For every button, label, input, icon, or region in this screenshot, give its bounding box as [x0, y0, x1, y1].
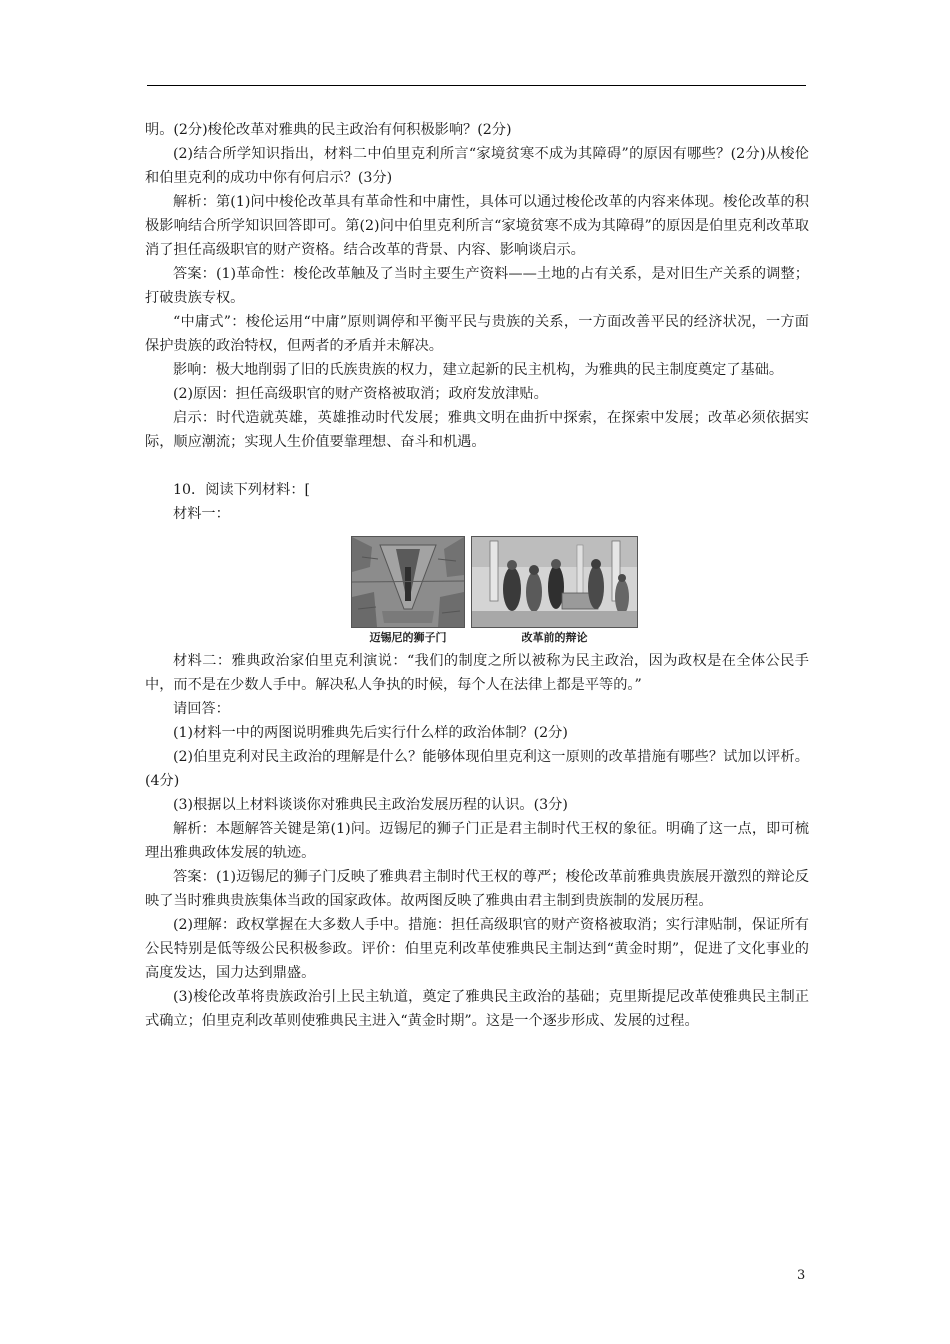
paragraph: “中庸式”：梭伦运用“中庸”原则调停和平衡平民与贵族的关系，一方面改善平民的经济状况，一方面保护贵族的政治特权，但两者的矛盾并未解决。 — [145, 314, 809, 354]
paragraph: 答案：(1)革命性：梭伦改革触及了当时主要生产资料——土地的占有关系，是对旧生产关系的调整；打破贵族专权。 — [145, 266, 809, 306]
figure-caption: 迈锡尼的狮子门 — [369, 631, 447, 644]
paragraph: (1)材料一中的两图说明雅典先后实行什么样的政治体制？(2分) — [173, 725, 568, 741]
paragraph: (2)伯里克利对民主政治的理解是什么？能够体现伯里克利这一原则的改革措施有哪些？试加以评析。(4分) — [145, 749, 809, 789]
figure-lion-gate — [351, 536, 465, 645]
page-number: 3 — [797, 1268, 806, 1283]
paragraph: (2)理解：政权掌握在大多数人手中。措施：担任高级职官的财产资格被取消；实行津贴制，保证所有公民特别是低等级公民积极参政。评价：伯里克利改革使雅典民主制达到“黄金时期”，促进了文化事业的高度发达，国力达到鼎盛。 — [145, 917, 809, 981]
paragraph: (3)根据以上材料谈谈你对雅典民主政治发展历程的认识。(3分) — [173, 797, 568, 813]
paragraph: 答案：(1)迈锡尼的狮子门反映了雅典君主制时代王权的尊严；梭伦改革前雅典贵族展开激烈的辩论反映了当时雅典贵族集体当政的国家政体。故两图反映了雅典由君主制到贵族制的发展历程。 — [145, 869, 809, 909]
paragraph: 材料二：雅典政治家伯里克利演说：“我们的制度之所以被称为民主政治，因为政权是在全体公民手中，而不是在少数人手中。解决私人争执的时候，每个人在法律上都是平等的。” — [145, 653, 809, 693]
page-body — [145, 118, 809, 1033]
paragraph: (2)结合所学知识指出，材料二中伯里克利所言“家境贫寒不成为其障碍”的原因有哪些？(2分)从梭伦和伯里克利的成功中你有何启示？(3分) — [145, 146, 809, 186]
figure-caption: 改革前的辩论 — [521, 631, 588, 644]
paragraph: (3)梭伦改革将贵族政治引上民主轨道，奠定了雅典民主政治的基础；克里斯提尼改革使雅典民主制正式确立；伯里克利改革则使雅典民主进入“黄金时期”。这是一个逐步形成、发展的过程。 — [145, 989, 809, 1029]
paragraph: 明。(2分)梭伦改革对雅典的民主政治有何积极影响？(2分) — [145, 122, 512, 138]
lion-gate-image — [351, 536, 465, 628]
paragraph: 影响：极大地削弱了旧的氏族贵族的权力，建立起新的民主机构，为雅典的民主制度奠定了基础。 — [173, 362, 784, 378]
paragraph: 解析：本题解答关键是第(1)问。迈锡尼的狮子门正是君主制时代王权的象征。明确了这一点，即可梳理出雅典政体发展的轨迹。 — [145, 821, 809, 861]
header-rule — [147, 85, 806, 86]
material-label: 材料一： — [173, 506, 230, 522]
figure-debate — [471, 536, 638, 645]
paragraph: 请回答： — [173, 701, 230, 717]
spacer — [145, 454, 809, 478]
figure-row — [351, 536, 809, 645]
question-title: 10．阅读下列材料：[ — [173, 482, 311, 498]
paragraph: 解析：第(1)问中梭伦改革具有革命性和中庸性，具体可以通过梭伦改革的内容来体现。梭伦改革的积极影响结合所学知识回答即可。第(2)问中伯里克利所言“家境贫寒不成为其障碍”的原因是伯里克利改革取消了担任高级职官的财产资格。结合改革的背景、内容、影响谈启示。 — [145, 194, 809, 258]
debate-image — [471, 536, 638, 628]
paragraph: (2)原因：担任高级职官的财产资格被取消；政府发放津贴。 — [173, 386, 548, 402]
paragraph: 启示：时代造就英雄，英雄推动时代发展；雅典文明在曲折中探索，在探索中发展；改革必须依据实际，顺应潮流；实现人生价值要靠理想、奋斗和机遇。 — [145, 410, 809, 450]
